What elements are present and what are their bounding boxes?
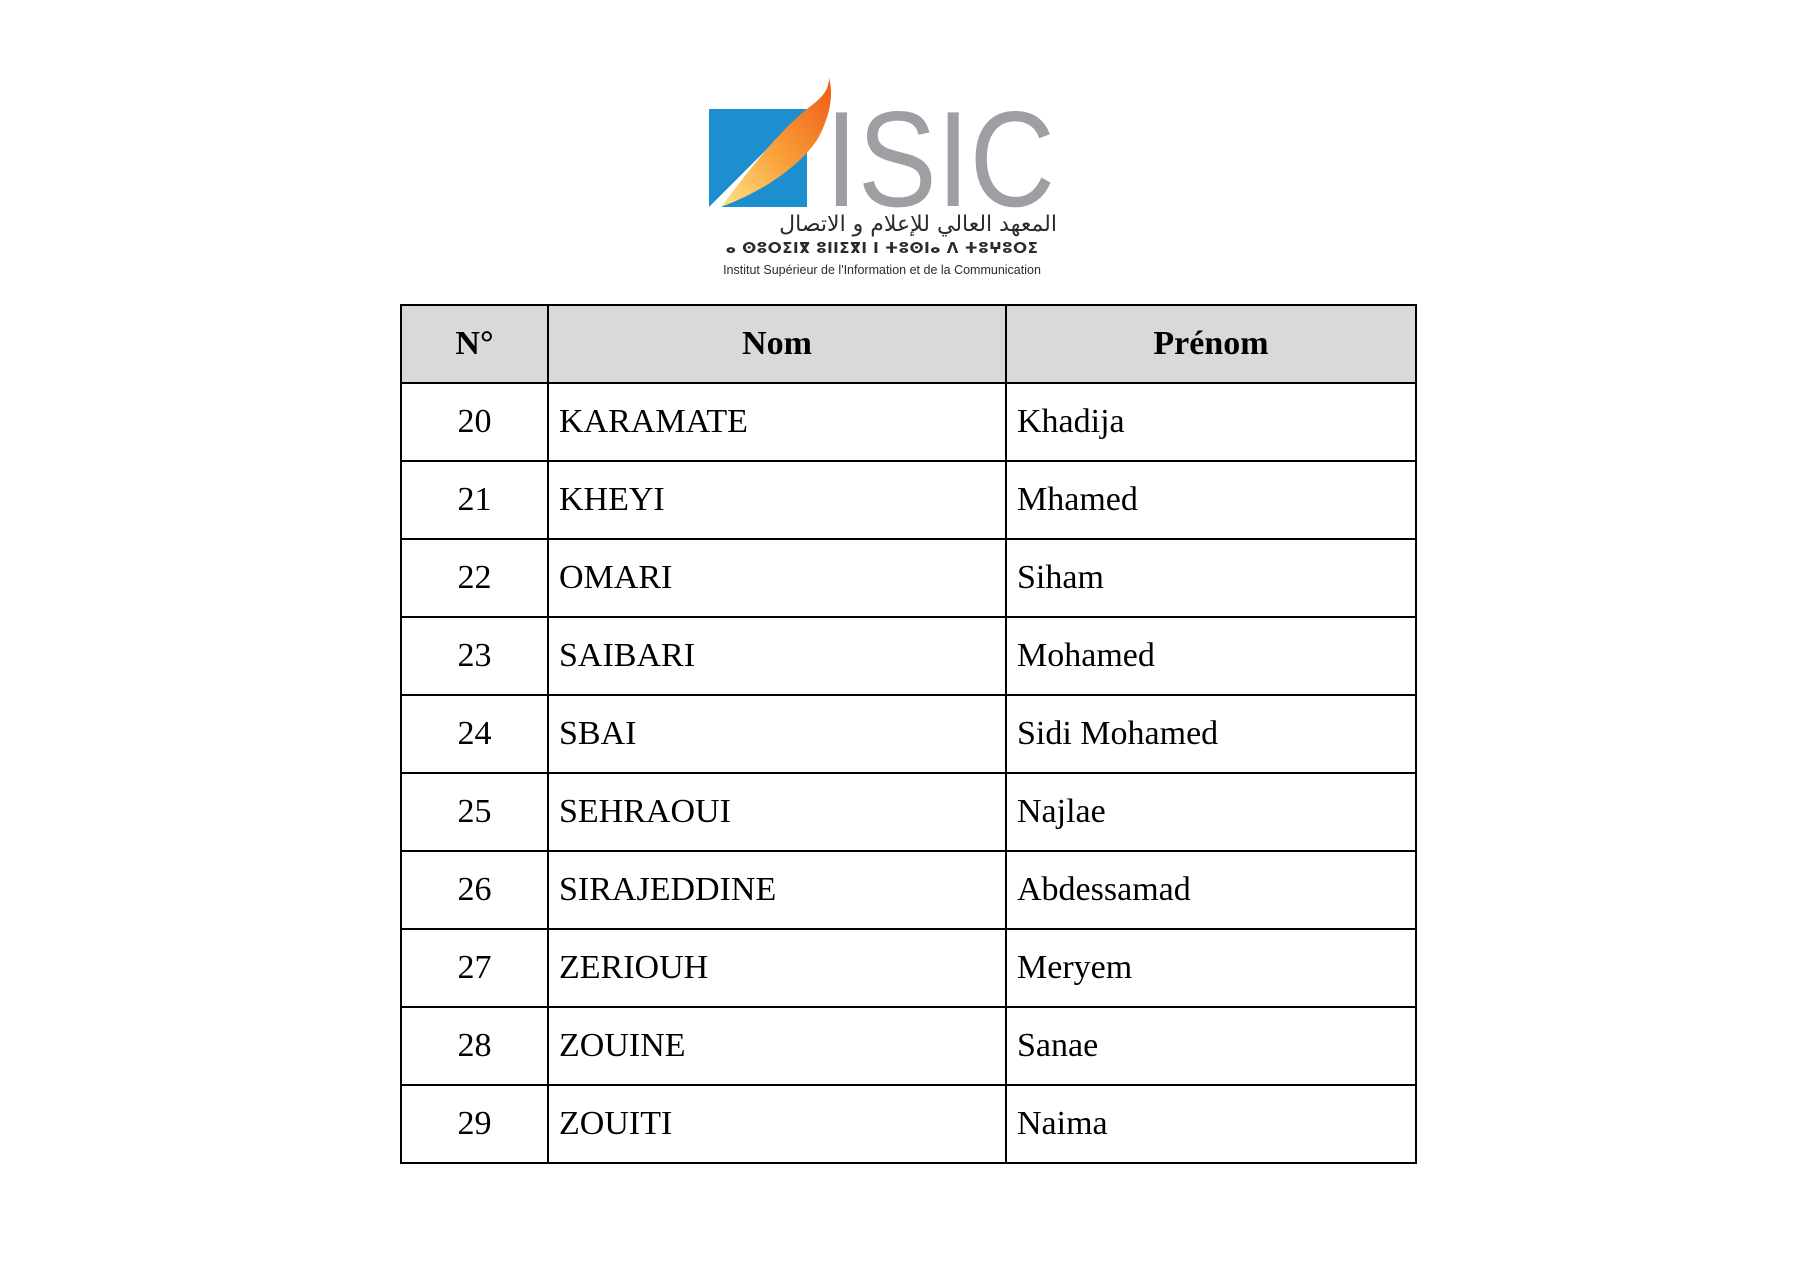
row-prenom: Khadija: [1006, 383, 1416, 461]
table-row: [401, 1085, 1416, 1163]
table-row: [401, 617, 1416, 695]
row-prenom: Siham: [1006, 539, 1416, 617]
header-prenom: Prénom: [1006, 305, 1416, 383]
row-prenom: Naima: [1006, 1085, 1416, 1163]
row-num: 26: [401, 851, 548, 929]
row-nom: SBAI: [548, 695, 1006, 773]
row-nom: SIRAJEDDINE: [548, 851, 1006, 929]
logo-french-name: Institut Supérieur de l'Information et de la Communication: [723, 263, 1041, 277]
table-row: [401, 695, 1416, 773]
logo-tifinagh-name: ⴰ ⵙⵓⵔⵉⵏⴳ ⵓⵏⵏⵉⴳⵏ ⵏ ⵜⵓⵙⵏⴰ ⴷ ⵜⵓⵖⵓⵔⵉ: [725, 239, 1039, 257]
row-num: 24: [401, 695, 548, 773]
header-num: N°: [401, 305, 548, 383]
row-num: 22: [401, 539, 548, 617]
row-nom: KHEYI: [548, 461, 1006, 539]
row-num: 28: [401, 1007, 548, 1085]
row-num: 21: [401, 461, 548, 539]
students-table: [400, 304, 1417, 1164]
isic-logo-mark: [707, 78, 1057, 213]
logo-wordmark: ISIC: [825, 83, 1055, 213]
row-prenom: Abdessamad: [1006, 851, 1416, 929]
row-nom: ZOUITI: [548, 1085, 1006, 1163]
table-header-row: [401, 305, 1416, 383]
logo-arabic-name: المعهد العالي للإعلام و الاتصال: [779, 212, 1057, 237]
row-nom: SAIBARI: [548, 617, 1006, 695]
row-num: 20: [401, 383, 548, 461]
row-nom: SEHRAOUI: [548, 773, 1006, 851]
row-nom: ZOUINE: [548, 1007, 1006, 1085]
row-prenom: Najlae: [1006, 773, 1416, 851]
header-nom: Nom: [548, 305, 1006, 383]
row-nom: ZERIOUH: [548, 929, 1006, 1007]
row-nom: OMARI: [548, 539, 1006, 617]
table-row: [401, 851, 1416, 929]
row-num: 25: [401, 773, 548, 851]
table-row: [401, 383, 1416, 461]
table-row: [401, 1007, 1416, 1085]
row-num: 27: [401, 929, 548, 1007]
row-prenom: Meryem: [1006, 929, 1416, 1007]
isic-logo: [707, 78, 1057, 283]
row-num: 29: [401, 1085, 548, 1163]
row-prenom: Sidi Mohamed: [1006, 695, 1416, 773]
table-row: [401, 461, 1416, 539]
row-nom: KARAMATE: [548, 383, 1006, 461]
table-row: [401, 773, 1416, 851]
row-prenom: Sanae: [1006, 1007, 1416, 1085]
table-row: [401, 929, 1416, 1007]
row-num: 23: [401, 617, 548, 695]
row-prenom: Mohamed: [1006, 617, 1416, 695]
table-row: [401, 539, 1416, 617]
row-prenom: Mhamed: [1006, 461, 1416, 539]
